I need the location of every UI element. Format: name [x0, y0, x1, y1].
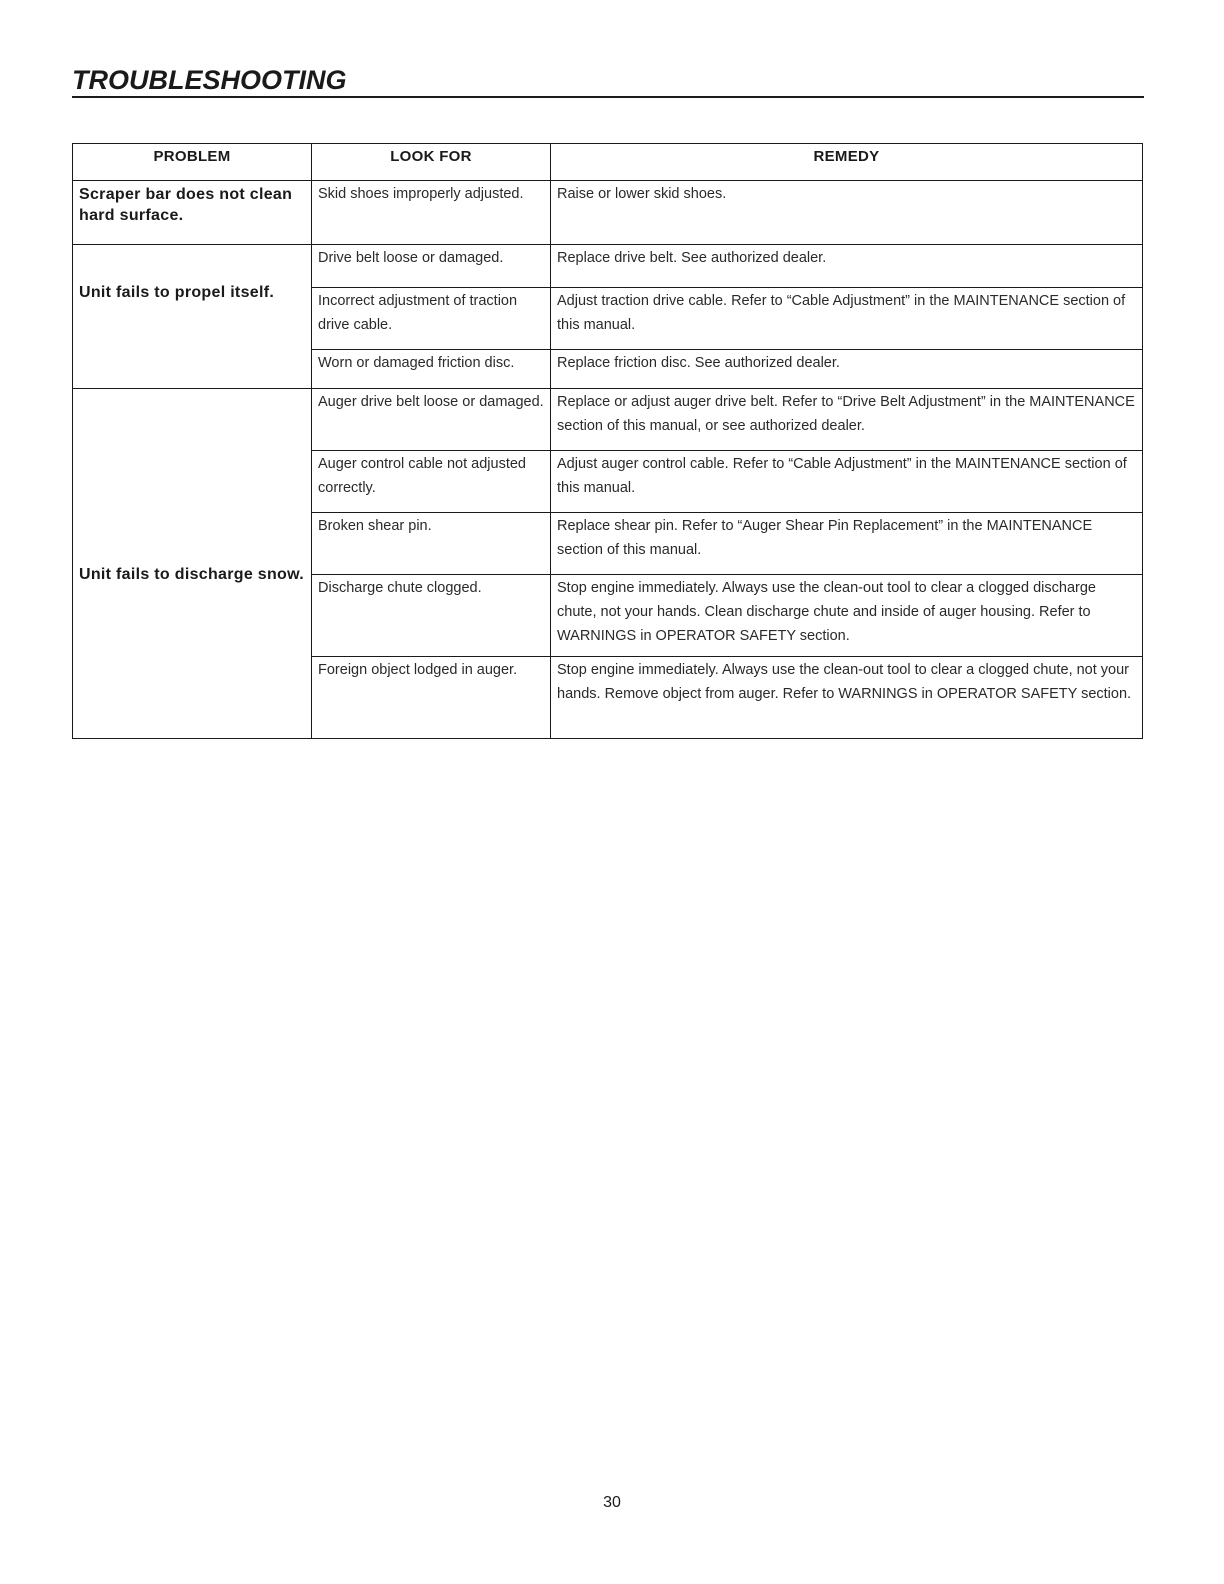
look-for-cell: Broken shear pin. — [312, 513, 551, 575]
remedy-cell: Stop engine immediately. Always use the clean-out tool to clear a clogged chute, not your hands. Remove object from auger. Refer to WARNINGS in OPERATOR SAFETY section. — [551, 657, 1143, 739]
page-title: TROUBLESHOOTING — [72, 65, 347, 95]
look-for-cell: Drive belt loose or damaged. — [312, 245, 551, 288]
look-for-cell: Foreign object lodged in auger. — [312, 657, 551, 739]
table-header-row — [73, 144, 1143, 181]
look-for-cell: Worn or damaged friction disc. — [312, 350, 551, 389]
problem-text: Unit fails to propel itself. — [79, 284, 275, 301]
remedy-cell: Adjust auger control cable. Refer to “Cable Adjustment” in the MAINTENANCE section of this manual. — [551, 451, 1143, 513]
page-number: 30 — [603, 1494, 621, 1511]
problem-cell — [73, 245, 312, 389]
remedy-cell: Adjust traction drive cable. Refer to “Cable Adjustment” in the MAINTENANCE section of this manual. — [551, 288, 1143, 350]
remedy-cell: Replace or adjust auger drive belt. Refer to “Drive Belt Adjustment” in the MAINTENANCE section of this manual, or see authorized dealer. — [551, 389, 1143, 451]
troubleshooting-table — [72, 143, 1143, 739]
remedy-cell: Replace friction disc. See authorized dealer. — [551, 350, 1143, 389]
title-rule — [72, 96, 1144, 98]
look-for-cell: Discharge chute clogged. — [312, 575, 551, 657]
look-for-cell: Skid shoes improperly adjusted. — [312, 181, 551, 245]
problem-cell: Scraper bar does not clean hard surface. — [73, 181, 312, 245]
remedy-cell: Raise or lower skid shoes. — [551, 181, 1143, 245]
remedy-cell: Replace shear pin. Refer to “Auger Shear Pin Replacement” in the MAINTENANCE section of this manual. — [551, 513, 1143, 575]
table-row — [73, 245, 1143, 288]
header-remedy: REMEDY — [551, 144, 1143, 181]
look-for-cell: Auger drive belt loose or damaged. — [312, 389, 551, 451]
look-for-cell: Incorrect adjustment of traction drive cable. — [312, 288, 551, 350]
table-row — [73, 389, 1143, 451]
problem-text: Unit fails to discharge snow. — [79, 566, 305, 583]
remedy-cell: Replace drive belt. See authorized dealer. — [551, 245, 1143, 288]
table-row — [73, 181, 1143, 245]
look-for-cell: Auger control cable not adjusted correctly. — [312, 451, 551, 513]
remedy-cell: Stop engine immediately. Always use the clean-out tool to clear a clogged discharge chute, not your hands. Clean discharge chute and inside of auger housing. Refer to WARNINGS in OPERATOR SAFETY section. — [551, 575, 1143, 657]
header-problem: PROBLEM — [73, 144, 312, 181]
problem-cell — [73, 389, 312, 739]
header-look-for: LOOK FOR — [312, 144, 551, 181]
